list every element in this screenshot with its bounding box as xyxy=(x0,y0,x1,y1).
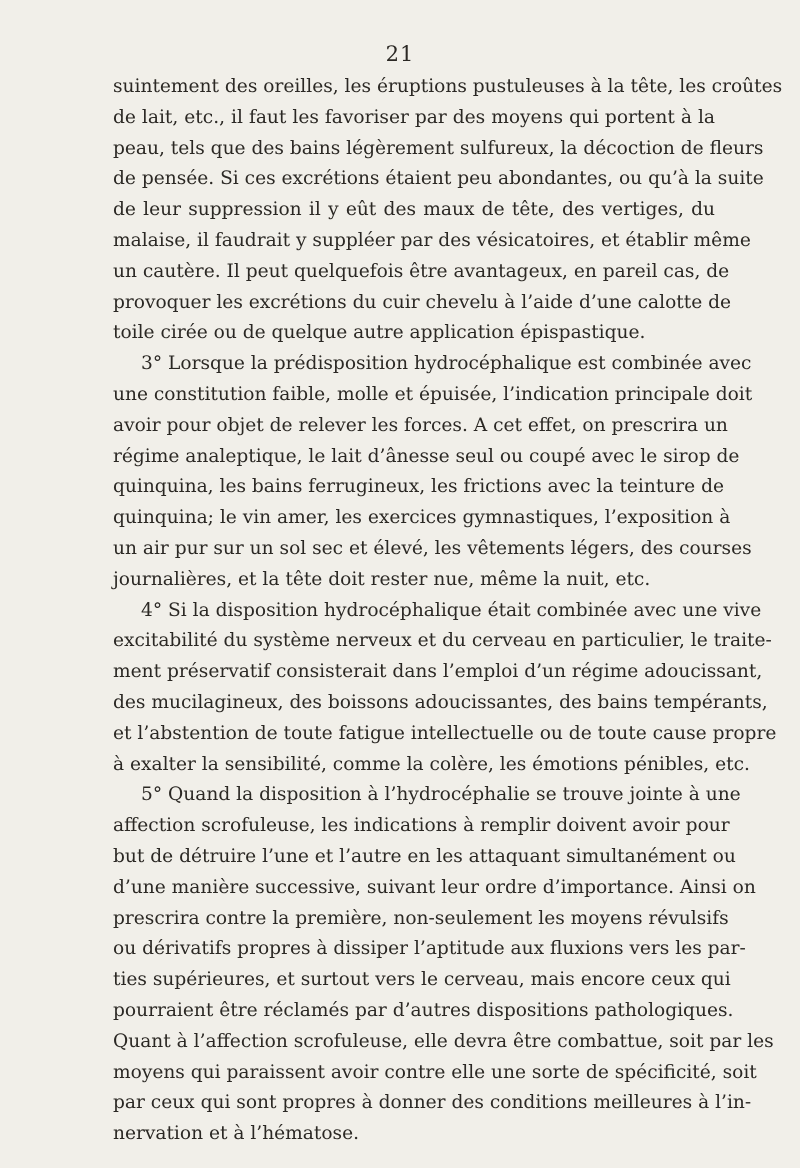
text-line: ties supérieures, et surtout vers le cerveau, mais encore ceux qui xyxy=(113,969,731,991)
text-line: moyens qui paraissent avoir contre elle une sorte de spécificité, soit xyxy=(113,1061,757,1083)
text-line: par ceux qui sont propres à donner des conditions meilleures à l’in- xyxy=(113,1092,752,1114)
page-number: 21 xyxy=(385,42,415,66)
text-line: quinquina, les bains ferrugineux, les frictions avec la teinture de xyxy=(113,476,725,498)
text-line: pourraient être réclamés par d’autres dispositions pathologiques. xyxy=(113,999,734,1021)
text-line: de pensée. Si ces excrétions étaient peu abondantes, ou qu’à la suite xyxy=(113,168,764,190)
text-line: 5° Quand la disposition à l’hydrocéphalie se trouve jointe à une xyxy=(141,784,741,806)
text-line: et l’abstention de toute fatigue intellectuelle ou de toute cause propre xyxy=(113,722,777,744)
text-line: avoir pour objet de relever les forces. A cet effet, on prescrira un xyxy=(113,414,728,436)
body-text xyxy=(113,72,783,1150)
text-line: malaise, il faudrait y suppléer par des vésicatoires, et établir même xyxy=(113,229,751,251)
text-line: excitabilité du système nerveux et du cerveau en particulier, le traite- xyxy=(113,630,772,652)
text-line: de lait, etc., il faut les favoriser par des moyens qui portent à la xyxy=(113,106,715,128)
text-line: provoquer les excrétions du cuir chevelu à l’aide d’une calotte de xyxy=(113,291,732,313)
text-line: nervation et à l’hématose. xyxy=(113,1123,360,1145)
text-line: ment préservatif consisterait dans l’emploi d’un régime adoucissant, xyxy=(113,661,763,683)
text-line: à exalter la sensibilité, comme la colère, les émotions pénibles, etc. xyxy=(113,753,750,775)
text-line: Quant à l’affection scrofuleuse, elle devra être combattue, soit par les xyxy=(113,1030,774,1052)
text-line: ou dérivatifs propres à dissiper l’aptitude aux fluxions vers les par- xyxy=(113,938,746,960)
text-line: d’une manière successive, suivant leur ordre d’importance. Ainsi on xyxy=(113,876,756,898)
text-line: journalières, et la tête doit rester nue, même la nuit, etc. xyxy=(113,568,651,590)
text-line: une constitution faible, molle et épuisée, l’indication principale doit xyxy=(113,383,753,405)
text-line: prescrira contre la première, non-seulement les moyens révulsifs xyxy=(113,907,729,929)
text-line: quinquina; le vin amer, les exercices gymnastiques, l’exposition à xyxy=(113,507,731,529)
text-line: un air pur sur un sol sec et élevé, les vêtements légers, des courses xyxy=(113,537,752,559)
text-line: but de détruire l’une et l’autre en les attaquant simultanément ou xyxy=(113,845,736,867)
text-line: 3° Lorsque la prédisposition hydrocéphalique est combinée avec xyxy=(141,353,752,375)
text-line: toile cirée ou de quelque autre application épispastique. xyxy=(113,322,646,344)
text-line: affection scrofuleuse, les indications à remplir doivent avoir pour xyxy=(113,815,730,837)
text-line: régime analeptique, le lait d’ânesse seul ou coupé avec le sirop de xyxy=(113,445,740,467)
text-line: de leur suppression il y eût des maux de tête, des vertiges, du xyxy=(113,199,715,221)
text-line: peau, tels que des bains légèrement sulfureux, la décoction de fleurs xyxy=(113,137,764,159)
text-line: des mucilagineux, des boissons adoucissantes, des bains tempérants, xyxy=(113,691,768,713)
text-line: suintement des oreilles, les éruptions pustuleuses à la tête, les croûtes xyxy=(113,76,783,97)
text-line: un cautère. Il peut quelquefois être avantageux, en pareil cas, de xyxy=(113,260,730,282)
text-line: 4° Si la disposition hydrocéphalique était combinée avec une vive xyxy=(141,599,762,621)
